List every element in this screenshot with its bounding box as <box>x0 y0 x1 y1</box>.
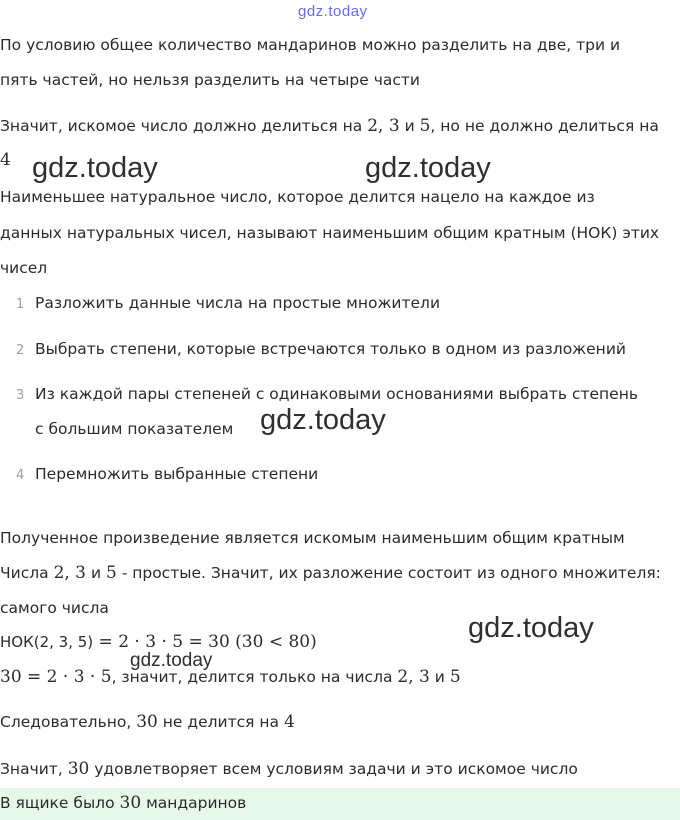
math-5: 5 <box>449 667 461 687</box>
math-30: 30 <box>67 759 90 779</box>
final-prefix: Значит, <box>0 760 68 778</box>
answer-suffix: мандаринов <box>141 794 247 812</box>
step-text: Из каждой пары степеней с одинаковыми основаниями выбрать степень <box>35 385 638 403</box>
paragraph-divisibility <box>0 116 659 136</box>
and-word: и <box>86 564 106 582</box>
answer-box <box>0 788 680 820</box>
divisibility-prefix: Значит, искомое число должно делиться на <box>0 117 368 135</box>
math-primes: 2, 3 <box>53 563 87 583</box>
watermark-4: gdz.today <box>468 612 594 644</box>
step-number: 3 <box>16 388 25 403</box>
watermark-1: gdz.today <box>32 152 158 184</box>
step-text: Перемножить выбранные степени <box>35 465 319 483</box>
formula-factorization <box>0 667 461 687</box>
conclusion-middle: не делится на <box>157 713 284 731</box>
divisibility-suffix: , но не должно делиться на <box>430 117 659 135</box>
step-number: 2 <box>16 343 25 358</box>
step-number: 1 <box>16 297 25 312</box>
paragraph-conclusion <box>0 712 295 732</box>
factorization-suffix: , значит, делится только на числа <box>111 668 398 686</box>
math-2: 2 <box>367 116 379 136</box>
math-3: 3 <box>388 116 400 136</box>
watermark-top: gdz.today <box>298 3 368 20</box>
math-5: 5 <box>105 563 117 583</box>
watermark-3: gdz.today <box>260 404 386 436</box>
paragraph-condition-line2: пять частей, но нельзя разделить на четыре части <box>0 71 420 89</box>
conclusion-prefix: Следовательно, <box>0 713 137 731</box>
primes-prefix: Числа <box>0 564 54 582</box>
answer-text <box>0 793 246 813</box>
formula-lcm-expr: = 2 · 3 · 5 = 30 (30 < 80) <box>93 632 317 652</box>
math-30: 30 <box>119 793 142 813</box>
paragraph-primes-line2: самого числа <box>0 599 109 617</box>
and-word: и <box>399 117 420 135</box>
paragraph-condition-line1: По условию общее количество мандаринов можно разделить на две, три и <box>0 36 621 54</box>
watermark-2: gdz.today <box>365 152 491 184</box>
step-text: Выбрать степени, которые встречаются только в одном из разложений <box>35 340 626 358</box>
paragraph-final <box>0 759 578 779</box>
math-5: 5 <box>419 116 431 136</box>
paragraph-result: Полученное произведение является искомым наименьшим общим кратным <box>0 529 625 547</box>
definition-line2: данных натуральных чисел, называют наименьшим общим кратным (НОК) этих <box>0 224 660 242</box>
formula-factorization-expr: 30 = 2 · 3 · 5 <box>0 667 112 687</box>
step-text-continued: с большим показателем <box>35 420 234 438</box>
and-word: и <box>429 668 450 686</box>
final-suffix: удовлетворяет всем условиям задачи и это искомое число <box>89 760 578 778</box>
math-30: 30 <box>136 712 158 732</box>
definition-line3: чисел <box>0 259 48 277</box>
definition-line1: Наименьшее натуральное число, которое делится нацело на каждое из <box>0 188 595 206</box>
formula-lcm-label: НОК(2, 3, 5) <box>0 633 94 651</box>
answer-prefix: В ящике было <box>0 794 120 812</box>
math-4: 4 <box>283 712 295 732</box>
math-comma: , <box>378 116 389 136</box>
watermark-5: gdz.today <box>130 650 213 671</box>
math-primes: 2, 3 <box>397 667 430 687</box>
formula-lcm <box>0 632 317 652</box>
step-number: 4 <box>16 468 25 483</box>
step-text: Разложить данные числа на простые множители <box>35 294 441 312</box>
paragraph-primes <box>0 563 661 583</box>
primes-suffix: - простые. Значит, их разложение состоит из одного множителя: <box>116 564 661 582</box>
math-4: 4 <box>0 150 11 170</box>
